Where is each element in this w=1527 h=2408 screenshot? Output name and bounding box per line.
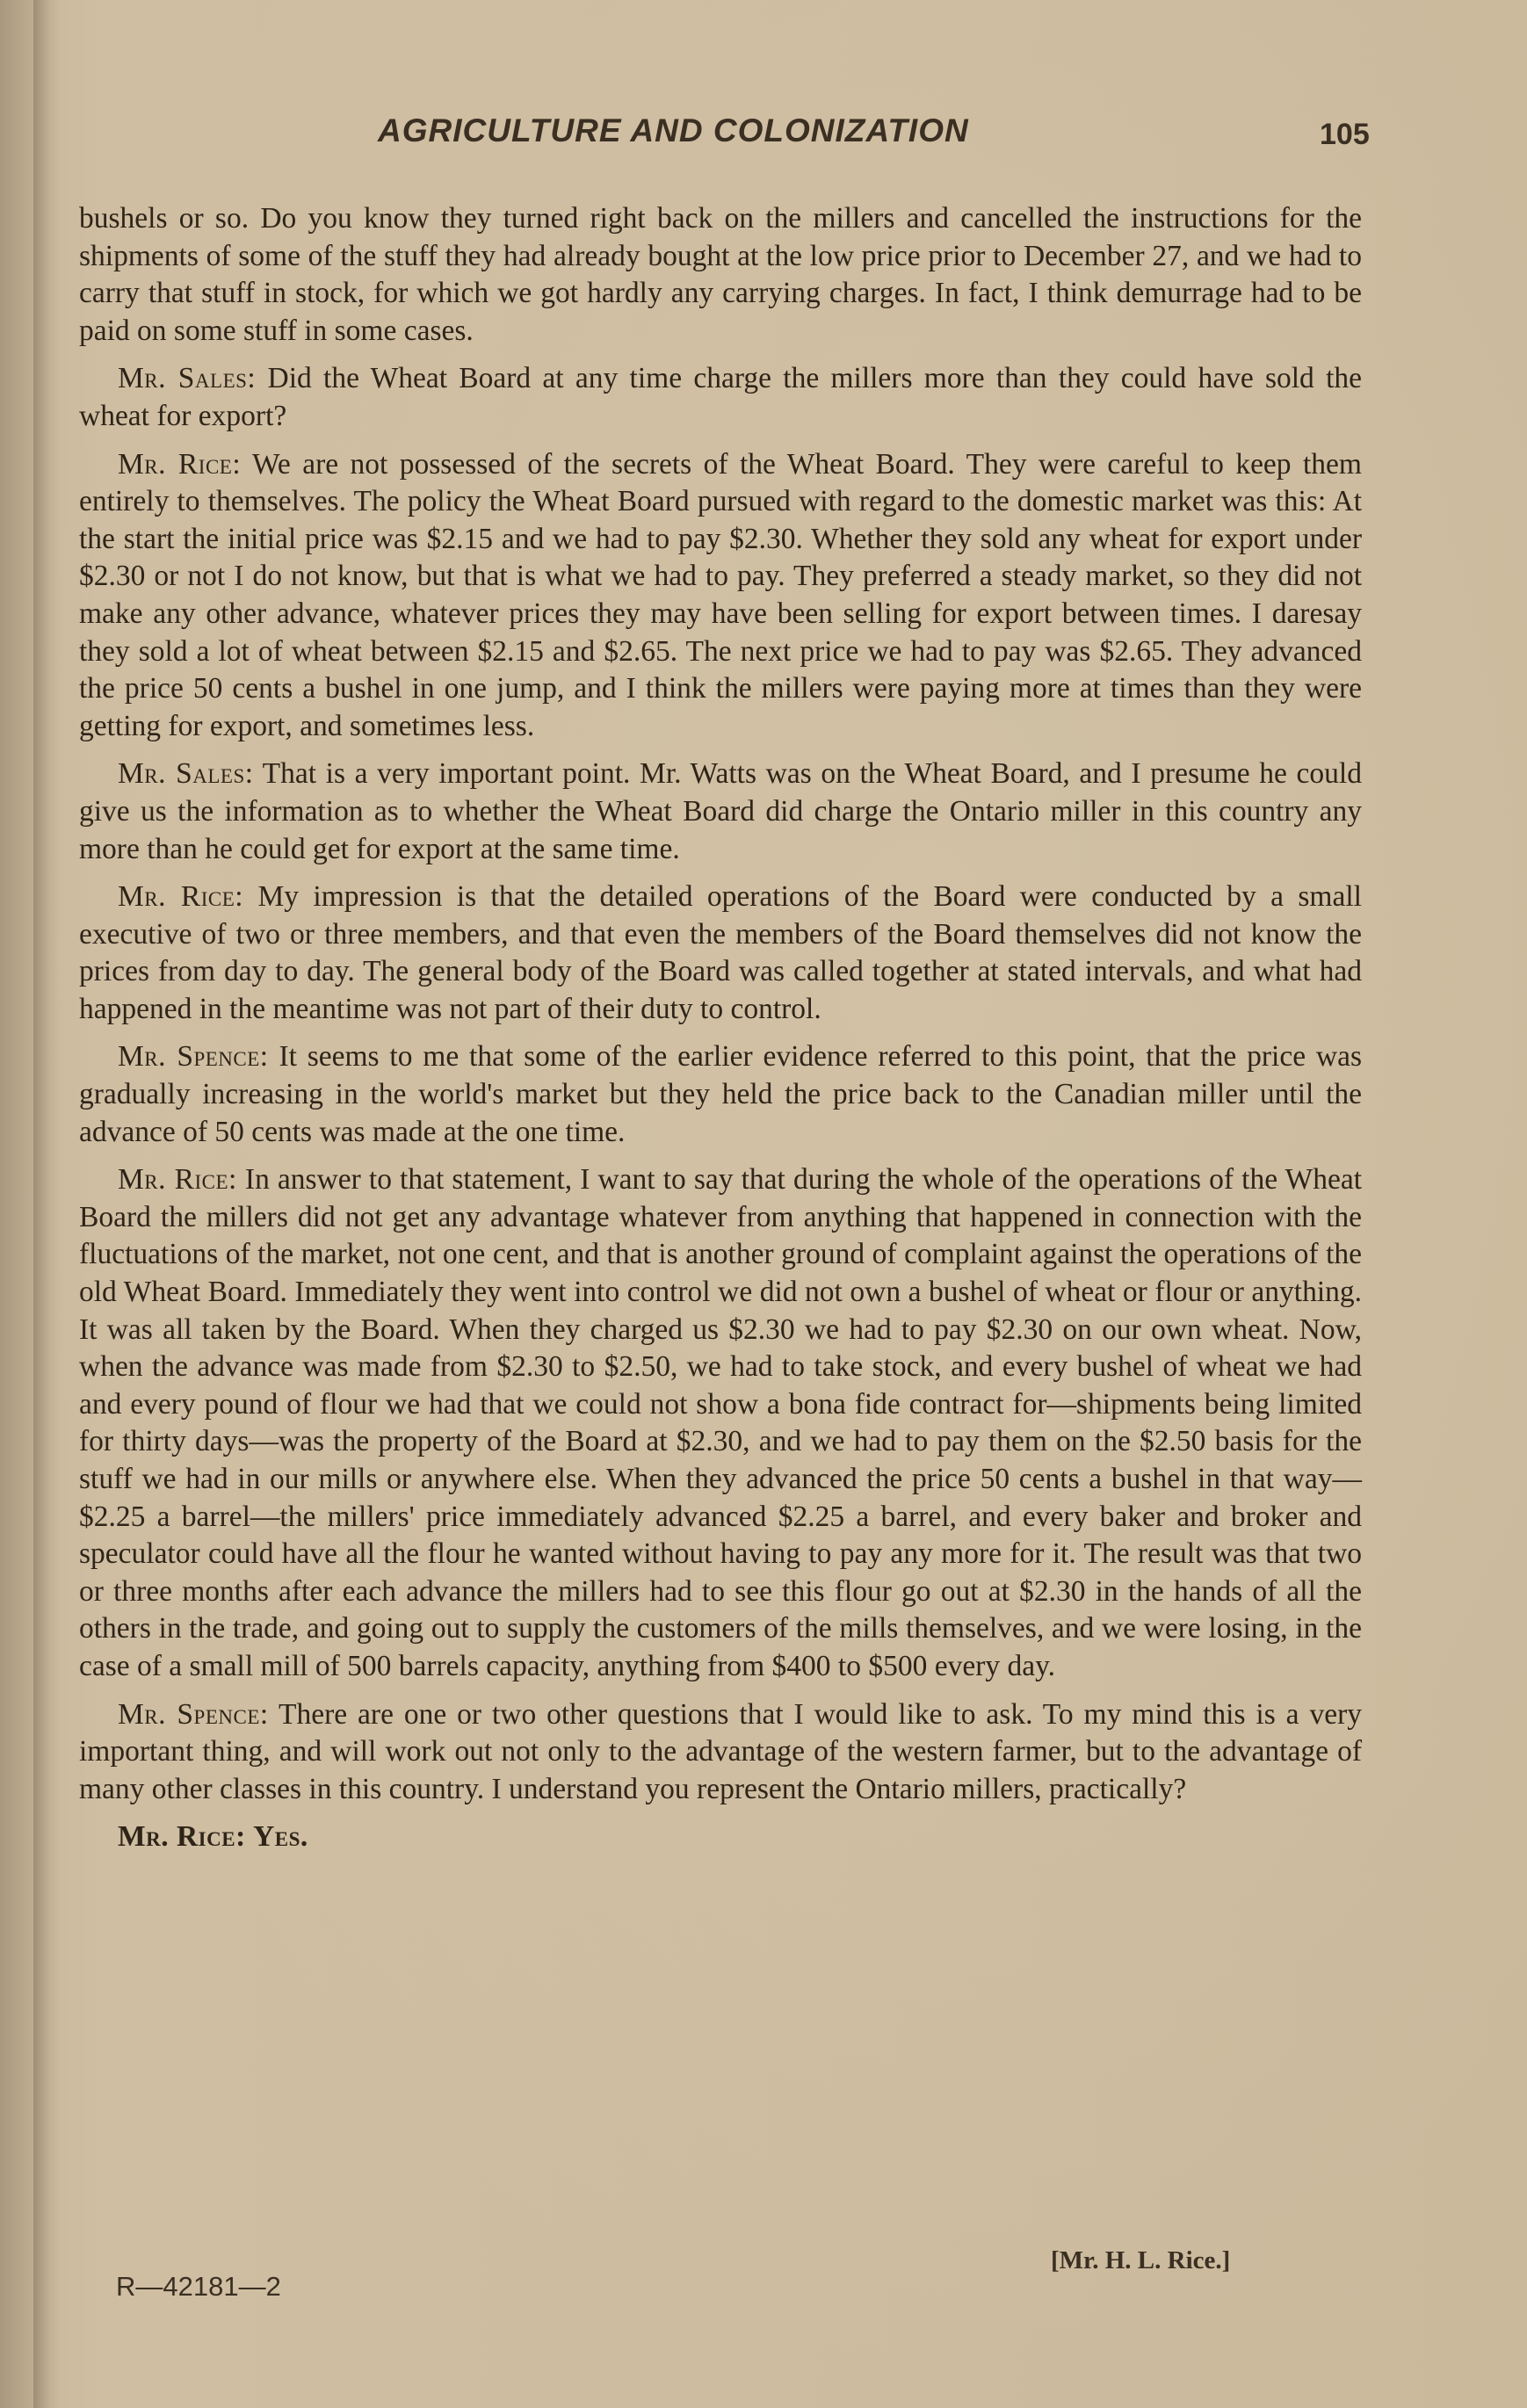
witness-name: [Mr. H. L. Rice.] [1051, 2246, 1231, 2274]
paragraph [79, 360, 1362, 435]
speaker-name: Mr. Spence: [118, 1040, 269, 1074]
signature-mark: R—42181—2 [116, 2271, 281, 2302]
speaker-name: Mr. Sales: [118, 757, 254, 791]
paragraph-text: bushels or so. Do you know they turned right back on the millers and cancelled the instructions for the shipments of some of the stuff they had already bought at the low price prior to December 27, and we had to carry that stuff in stock, for which we got hardly any carrying charges. In fact, I think demurrage had to be paid on some stuff in some cases. [79, 202, 1362, 347]
speaker-name: Mr. Spence: [118, 1697, 269, 1731]
paragraph [79, 756, 1362, 868]
paragraph-text: My impression is that the detailed operations of the Board were conducted by a small executive of two or three members, and that even the members of the Board themselves did not know the prices from day to day. The general body of the Board was called together at stated intervals, and what had happened in the meantime was not part of their duty to control. [79, 880, 1362, 1025]
paragraph-text: Yes. [253, 1820, 308, 1854]
speaker-name: Mr. Sales: [118, 362, 257, 395]
paragraph-text: In answer to that statement, I want to say that during the whole of the operations of the Wheat Board the millers did not get any advantage whatever from anything that happened in connection with the fluctuations of the market, not one cent, and that is another ground of complaint against the operations of the old Wheat Board. Immediately they went into control we did not own a bushel of wheat or flour or anything. It was all taken by the Board. When they charged us $2.30 we had to pay $2.30 on our own wheat. Now, when the advance was made from $2.30 to $2.50, we had to take stock, and every bushel of wheat we had and every pound of flour we had that we could not show a bona fide contract for—shipments being limited for thirty days—was the property of the Board at $2.30, and we had to pay them on the $2.50 basis for the stuff we had in our mills or anywhere else. When they advanced the price 50 cents a bushel in that way—$2.25 a barrel—the millers' price immediately advanced $2.25 a barrel, and every baker and broker and speculator could have all the flour he wanted without having to pay any more for it. The result was that two or three months after each advance the millers had to see this flour go out at $2.30 in the hands of all the others in the trade, and going out to supply the customers of the mills themselves, and we were losing, in the case of a small mill of 500 barrels capacity, anything from $400 to $500 every day. [79, 1163, 1362, 1682]
speaker-name: Mr. Rice: [118, 1163, 237, 1197]
page-header [0, 112, 1527, 156]
paragraph [79, 1819, 1362, 1856]
paragraph-text: We are not possessed of the secrets of the Wheat Board. They were careful to keep them entirely to themselves. The policy the Wheat Board pursued with regard to the domestic market was this: At the start the initial price was $2.15 and we had to pay $2.30. Whether they sold any wheat for export under $2.30 or not I do not know, but that is what we had to pay. They preferred a steady market, so they did not make any other advance, whatever prices they may have been selling for export between times. I daresay they sold a lot of wheat between $2.15 and $2.65. The next price we had to pay was $2.65. They advanced the price 50 cents a bushel in one jump, and I think the millers were paying more at times than they were getting for export, and sometimes less. [79, 447, 1362, 742]
paragraph [79, 879, 1362, 1028]
paragraph-text: It seems to me that some of the earlier evidence referred to this point, that the price was gradually increasing in the world's market but they held the price back to the Canadian miller until the advance of 50 cents was made at the one time. [79, 1040, 1362, 1148]
paragraph-text: There are one or two other questions that I would like to ask. To my mind this is a very important thing, and will work out not only to the advantage of the western farmer, but to the advantage of many other classes in this country. I understand you represent the Ontario millers, practically? [79, 1697, 1362, 1805]
paragraph [79, 200, 1362, 350]
paragraph [79, 1161, 1362, 1685]
paragraph-text: Did the Wheat Board at any time charge the millers more than they could have sold the wheat for export? [79, 362, 1363, 432]
paragraph [79, 1696, 1362, 1809]
speaker-name: Mr. Rice: [118, 1820, 246, 1854]
body-text [79, 200, 1362, 1867]
page-number: 105 [1320, 118, 1370, 151]
running-title: AGRICULTURE AND COLONIZATION [378, 112, 969, 148]
speaker-name: Mr. Rice: [118, 447, 242, 481]
paragraph [79, 446, 1362, 746]
speaker-name: Mr. Rice: [118, 880, 244, 914]
paragraph-text: That is a very important point. Mr. Watts was on the Wheat Board, and I presume he could give us the information as to whether the Wheat Board did charge the Ontario miller in this country any more than he could get for export at the same time. [79, 757, 1362, 865]
binding-gutter [33, 0, 60, 2408]
paragraph [79, 1038, 1362, 1151]
